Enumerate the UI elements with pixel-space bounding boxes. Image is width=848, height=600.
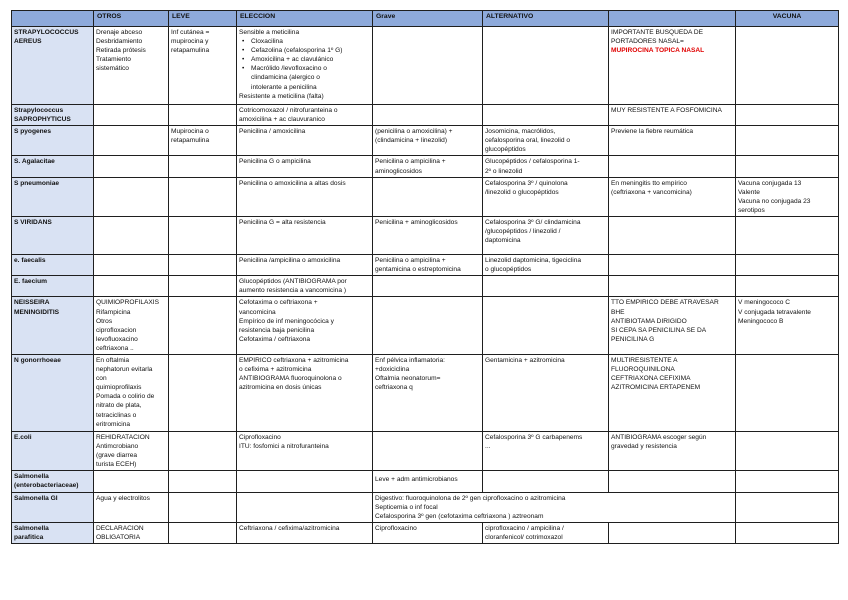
nota-cell xyxy=(609,522,736,543)
alternativo-cell xyxy=(483,105,609,126)
organism-name: N gonorrhoeae xyxy=(14,356,61,364)
otros-cell xyxy=(94,431,169,470)
organism-name: STRAPYLOCOCCUS xyxy=(14,29,79,36)
cell-text: Antimcrobiano xyxy=(96,443,139,451)
table-row xyxy=(12,431,839,470)
cell-text: (ceftriaxona + vancomicina) xyxy=(611,188,692,196)
grave-cell xyxy=(373,156,483,177)
cell-text: /linezolid o glucopéptidos xyxy=(485,188,559,196)
cell-text: EMPIRICO ceftriaxona + azitromicina xyxy=(239,356,349,364)
cell-text: Cefotaxima / ceftriaxona xyxy=(239,335,311,343)
organism-cell xyxy=(12,354,94,431)
cell-text: aminoglicosidos xyxy=(375,167,422,175)
cell-text: clindamicina (alergico o xyxy=(251,74,320,82)
cell-text: Septicemia o inf focal xyxy=(375,503,438,511)
cell-text: Penicilina o amoxicilina a altas dosis xyxy=(239,179,346,187)
cell-text: mupirocina y xyxy=(171,38,209,46)
cell-text: eritromicina xyxy=(96,420,131,428)
cell-text: Glucopéptidos / cefalosporina 1- xyxy=(485,158,580,166)
grave-cell xyxy=(373,354,483,431)
header-grave: Grave xyxy=(373,11,483,27)
nota-cell xyxy=(609,255,736,276)
bullet-item: • Cefazolina (cefalosporina 1º G) xyxy=(239,46,370,55)
organism-name: NEISSEIRA xyxy=(14,299,50,307)
cell-text: Retirada prótesis xyxy=(96,47,146,55)
cell-text: cefalosporina oral, linezolid o xyxy=(485,137,571,145)
cell-text: Ciprofloxacino xyxy=(375,524,417,532)
alternativo-cell xyxy=(483,156,609,177)
cell-text: Penicilina + aminoglicosidos xyxy=(375,219,458,227)
cell-text: Enf pélvica inflamatoria: xyxy=(375,356,446,364)
eleccion-cell xyxy=(237,126,373,156)
otros-cell xyxy=(94,276,169,297)
cell-text: En oftalmia xyxy=(96,356,129,364)
nota-cell xyxy=(609,297,736,355)
cell-text: Digestivo: fluoroquinolona de 2º gen ciprofloxacino o azitromicina xyxy=(375,494,566,502)
organism-cell xyxy=(12,126,94,156)
bullet-item: • Cloxacilina xyxy=(239,37,370,46)
cell-text: Mupirocina o xyxy=(171,128,209,136)
organism-name: Salmonella GI xyxy=(14,494,58,502)
vacuna-cell xyxy=(736,255,839,276)
cell-text: DECLARACION xyxy=(96,524,144,532)
leve-cell xyxy=(169,105,237,126)
cell-text: turista ECEH) xyxy=(96,461,137,469)
organism-cell xyxy=(12,255,94,276)
cell-text: Penicilina /ampicilina o amoxicilina xyxy=(239,257,341,265)
table-row xyxy=(12,297,839,355)
cell-text: Otros xyxy=(96,317,113,325)
nota-cell xyxy=(609,126,736,156)
nota-cell xyxy=(609,27,736,105)
vacuna-cell xyxy=(736,492,839,522)
grave-cell xyxy=(373,27,483,105)
leve-cell xyxy=(169,522,237,543)
highlight-text: MUPIROCINA TOPICA NASAL xyxy=(611,47,705,55)
grave-cell xyxy=(373,431,483,470)
cell-text: Oftalmia neonatorum= xyxy=(375,375,441,383)
cell-text: V conjugada tetravalente xyxy=(738,308,811,316)
cell-text: ANTIBIOGRAMA fluoroquinolona o xyxy=(239,375,342,383)
organism-cell xyxy=(12,27,94,105)
eleccion-cell xyxy=(237,492,373,522)
organism-name: S VIRIDANS xyxy=(14,219,52,227)
otros-cell xyxy=(94,217,169,255)
leve-cell xyxy=(169,297,237,355)
cell-text: Sensible a meticilina xyxy=(239,29,300,36)
table-row xyxy=(12,354,839,431)
vacuna-cell xyxy=(736,276,839,297)
grave-cell xyxy=(373,255,483,276)
header-otros: OTROS xyxy=(94,11,169,27)
vacuna-cell xyxy=(736,431,839,470)
grave-cell xyxy=(373,492,736,522)
vacuna-cell xyxy=(736,522,839,543)
cell-text: (penicilina o amoxicilina) + xyxy=(375,128,453,136)
cell-text: vancomicina xyxy=(239,308,276,316)
cell-text: MULTIRESISTENTE A xyxy=(611,356,678,364)
cell-text: Leve + adm antimicrobianos xyxy=(375,476,458,484)
alternativo-cell xyxy=(483,354,609,431)
cell-text: Glucopéptidos (ANTIBIOGRAMA por xyxy=(239,278,347,286)
table-row xyxy=(12,471,839,492)
cell-text: nitrato de plata, xyxy=(96,402,142,410)
table-row xyxy=(12,522,839,543)
cell-text: Vacuna no conjugada 23 xyxy=(738,197,811,205)
cell-text: ciprofloxacino / ampicilina / xyxy=(485,524,564,532)
cell-text: Desbridamiento xyxy=(96,38,143,46)
cell-text: +doxiciclina xyxy=(375,366,410,374)
bullet-item: • Amoxicilina + ac clavulánico xyxy=(239,55,370,64)
table-row xyxy=(12,177,839,216)
eleccion-cell xyxy=(237,105,373,126)
eleccion-cell xyxy=(237,471,373,492)
nota-cell xyxy=(609,105,736,126)
cell-text: intolerante a penicilina xyxy=(251,83,317,91)
cell-text: retapamulina xyxy=(171,47,210,55)
leve-cell xyxy=(169,255,237,276)
nota-cell xyxy=(609,276,736,297)
table-row xyxy=(12,156,839,177)
organism-name: (enterobacteriaceae) xyxy=(14,482,79,490)
otros-cell xyxy=(94,105,169,126)
leve-cell xyxy=(169,126,237,156)
leve-cell xyxy=(169,431,237,470)
otros-cell xyxy=(94,471,169,492)
cell-text: Cefalosporina 3º G carbapenems xyxy=(485,433,583,441)
cell-text: amoxicilina + ac clauvuranico xyxy=(239,116,325,124)
organism-cell xyxy=(12,297,94,355)
organism-name: AEREUS xyxy=(14,38,42,46)
cell-text: ANTIBIOTAMA DIRIGIDO xyxy=(611,317,687,325)
nota-cell xyxy=(609,156,736,177)
cell-text: Penicilina / amoxicilina xyxy=(239,128,306,136)
vacuna-cell xyxy=(736,177,839,216)
cell-text: aumento resistencia a vancomicina ) xyxy=(239,287,347,295)
nota-cell xyxy=(609,217,736,255)
grave-cell xyxy=(373,471,483,492)
cell-text: Gentamicina + azitromicina xyxy=(485,356,565,364)
otros-cell xyxy=(94,354,169,431)
header-row xyxy=(12,11,839,27)
header-eleccion: ELECCION xyxy=(237,11,373,27)
table-row xyxy=(12,492,839,522)
vacuna-cell xyxy=(736,156,839,177)
organism-name: S. Agalacitae xyxy=(14,158,55,166)
cell-text: nephatorun evitarla xyxy=(96,366,153,374)
cell-text: Pomada o colirio de xyxy=(96,393,155,401)
organism-name: S pyogenes xyxy=(14,128,52,136)
cell-text: sistemático xyxy=(96,65,129,73)
eleccion-cell xyxy=(237,354,373,431)
alternativo-cell xyxy=(483,126,609,156)
grave-cell xyxy=(373,126,483,156)
cell-text: o glucopéptidos xyxy=(485,266,532,274)
vacuna-cell xyxy=(736,471,839,492)
organism-cell xyxy=(12,431,94,470)
table-row xyxy=(12,276,839,297)
vacuna-cell xyxy=(736,105,839,126)
cell-text: gentamicina o estreptomicina xyxy=(375,266,461,274)
organism-name: Salmonella xyxy=(14,473,49,481)
eleccion-cell xyxy=(237,27,373,105)
cell-text: FLUOROQUINILONA xyxy=(611,366,675,374)
cell-text: BHE xyxy=(611,308,625,316)
header-vacuna: VACUNA xyxy=(736,11,839,27)
leve-cell xyxy=(169,354,237,431)
cell-text: ITU: fosfomici a nitrofuranteina xyxy=(239,443,329,451)
cell-text: (clindamicina + linezolid) xyxy=(375,137,448,145)
vacuna-cell xyxy=(736,217,839,255)
eleccion-cell xyxy=(237,255,373,276)
bullet-item: • Macrólido /levofloxacino o xyxy=(239,64,370,73)
nota-cell xyxy=(609,431,736,470)
nota-cell xyxy=(609,471,736,492)
organism-cell xyxy=(12,471,94,492)
alternativo-cell xyxy=(483,471,609,492)
cell-text: En meningitis tto empírico xyxy=(611,179,687,187)
cell-text: PENICILINA G xyxy=(611,335,655,343)
organism-cell xyxy=(12,177,94,216)
alternativo-cell xyxy=(483,522,609,543)
eleccion-cell xyxy=(237,217,373,255)
otros-cell xyxy=(94,522,169,543)
leve-cell xyxy=(169,492,237,522)
antibiotic-table xyxy=(11,10,839,544)
cell-text: Penicilina o ampicilina + xyxy=(375,257,446,265)
organism-cell xyxy=(12,276,94,297)
vacuna-cell xyxy=(736,297,839,355)
cell-text: MUY RESISTENTE A FOSFOMICINA xyxy=(611,107,722,114)
cell-text: 2º o linezolid xyxy=(485,167,523,175)
leve-cell xyxy=(169,276,237,297)
cell-text: serotipos xyxy=(738,206,765,214)
cell-text: ceftriaxona q xyxy=(375,384,413,392)
organism-cell xyxy=(12,105,94,126)
organism-cell xyxy=(12,492,94,522)
cell-text: o cefixima + azitromicina xyxy=(239,366,312,374)
otros-cell xyxy=(94,255,169,276)
header-notas xyxy=(609,11,736,27)
cell-text: Valente xyxy=(738,188,760,196)
leve-cell xyxy=(169,27,237,105)
cell-text: ciprofloxacion xyxy=(96,326,137,334)
cell-text: ANTIBIOGRAMA escoger según xyxy=(611,433,707,441)
cell-text: retapamulina xyxy=(171,137,210,145)
otros-cell xyxy=(94,126,169,156)
cell-text: Ceftriaxona / cefixima/azitromicina xyxy=(239,524,340,532)
nota-cell xyxy=(609,177,736,216)
alternativo-cell xyxy=(483,276,609,297)
eleccion-cell xyxy=(237,431,373,470)
cell-text: Penicilina o ampicilina + xyxy=(375,158,446,166)
alternativo-cell xyxy=(483,255,609,276)
cell-text: resistencia baja penicilina xyxy=(239,326,315,334)
cell-text: Empírico de inf meningocócica y xyxy=(239,317,334,325)
table-row xyxy=(12,27,839,105)
leve-cell xyxy=(169,156,237,177)
organism-name: S pneumoniae xyxy=(14,179,60,187)
cell-text: cloranfenicol/ cotrimoxazol xyxy=(485,533,563,541)
leve-cell xyxy=(169,217,237,255)
header-alternativo: ALTERNATIVO xyxy=(483,11,609,27)
cell-text: Meningococo B xyxy=(738,317,784,325)
grave-cell xyxy=(373,276,483,297)
organism-cell xyxy=(12,156,94,177)
cell-text: TTO EMPIRICO DEBE ATRAVESAR xyxy=(611,299,719,307)
cell-text: AZITROMICINA ERTAPENEM xyxy=(611,384,701,392)
grave-cell xyxy=(373,522,483,543)
organism-name: MENINGIDITIS xyxy=(14,308,60,316)
vacuna-cell xyxy=(736,126,839,156)
cell-text: SI CEPA SA PENICILINA SE DA xyxy=(611,326,707,334)
cell-text: levofluoxacino xyxy=(96,335,138,343)
cell-text: Cefotaxima o ceftriaxona + xyxy=(239,299,318,307)
cell-text: Agua y electrolitos xyxy=(96,494,150,502)
cell-text: REHIDRATACION xyxy=(96,433,150,441)
otros-cell xyxy=(94,492,169,522)
cell-text: Linezolid daptomicina, tigeciclina xyxy=(485,257,582,265)
otros-cell xyxy=(94,156,169,177)
cell-text: gravedad y resistencia xyxy=(611,443,677,451)
eleccion-cell xyxy=(237,297,373,355)
cell-text: QUIMIOPROFILAXIS xyxy=(96,299,160,307)
cell-text: Cefalosporina 3º / quinolona xyxy=(485,179,568,187)
grave-cell xyxy=(373,297,483,355)
grave-cell xyxy=(373,105,483,126)
eleccion-cell xyxy=(237,177,373,216)
cell-text: azitromicina en dosis únicas xyxy=(239,384,322,392)
organism-name: parafitica xyxy=(14,533,44,541)
cell-text: Cefalosporina 3º gen (cefotaxima ceftriaxona ) aztreonam xyxy=(375,512,544,520)
nota-cell xyxy=(609,354,736,431)
otros-cell xyxy=(94,297,169,355)
eleccion-cell xyxy=(237,522,373,543)
leve-cell xyxy=(169,177,237,216)
vacuna-cell xyxy=(736,27,839,105)
leve-cell xyxy=(169,471,237,492)
cell-text: Cefalosporina 3º G/ clindamicina xyxy=(485,219,581,227)
alternativo-cell xyxy=(483,297,609,355)
cell-text: CEFTRIAXONA CEFIXIMA xyxy=(611,375,691,383)
cell-text: V meningococo C xyxy=(738,299,791,307)
table-row xyxy=(12,126,839,156)
organism-cell xyxy=(12,217,94,255)
cell-text: con xyxy=(96,375,107,383)
alternativo-cell xyxy=(483,431,609,470)
table-row xyxy=(12,105,839,126)
cell-text: Tratamiento xyxy=(96,56,131,64)
cell-text: /glucopéptidos / linezolid / xyxy=(485,228,561,236)
grave-cell xyxy=(373,217,483,255)
organism-name: Strapylococcus xyxy=(14,107,64,114)
organism-name: Salmonella xyxy=(14,524,49,532)
cell-text: Ciprofloxacino xyxy=(239,433,281,441)
alternativo-cell xyxy=(483,217,609,255)
cell-text: glucopéptidos xyxy=(485,146,526,154)
cell-text: (grave diarrea xyxy=(96,452,138,460)
organism-name: E.coli xyxy=(14,433,32,441)
organism-name: SAPROPHYTICUS xyxy=(14,116,71,124)
cell-text: tetraciclinas o xyxy=(96,411,137,419)
cell-text: OBLIGATORIA xyxy=(96,533,141,541)
cell-text: Previene la fiebre reumática xyxy=(611,128,694,136)
cell-text: quimioprofilaxis xyxy=(96,384,142,392)
cell-text: Penicilina G = alta resistencia xyxy=(239,219,326,227)
organism-cell xyxy=(12,522,94,543)
otros-cell xyxy=(94,27,169,105)
cell-text: Vacuna conjugada 13 xyxy=(738,179,802,187)
eleccion-cell xyxy=(237,276,373,297)
table-row xyxy=(12,217,839,255)
table-row xyxy=(12,255,839,276)
cell-text: daptomicina xyxy=(485,237,521,245)
cell-text: ... xyxy=(485,443,491,451)
alternativo-cell xyxy=(483,177,609,216)
vacuna-cell xyxy=(736,354,839,431)
cell-text: Josomicina, macrólidos, xyxy=(485,128,556,136)
cell-text: Inf cutánea = xyxy=(171,29,210,36)
organism-name: E. faecium xyxy=(14,278,47,286)
header-leve: LEVE xyxy=(169,11,237,27)
header-organism xyxy=(12,11,94,27)
cell-text: Penicilina G o ampicilina xyxy=(239,158,311,166)
cell-text: IMPORTANTE BUSQUEDA DE xyxy=(611,29,704,36)
cell-text: Cotricomoxazol / nitrofuranteina o xyxy=(239,107,338,114)
cell-text: PORTADORES NASAL= xyxy=(611,38,684,46)
grave-cell xyxy=(373,177,483,216)
otros-cell xyxy=(94,177,169,216)
alternativo-cell xyxy=(483,27,609,105)
cell-text: ceftriaxona .. xyxy=(96,344,134,352)
organism-name: e. faecalis xyxy=(14,257,46,265)
eleccion-cell xyxy=(237,156,373,177)
cell-text: Drenaje abceso xyxy=(96,29,143,36)
cell-text: Rifampicina xyxy=(96,308,131,316)
cell-text: Resistente a meticilina (falta) xyxy=(239,92,324,100)
